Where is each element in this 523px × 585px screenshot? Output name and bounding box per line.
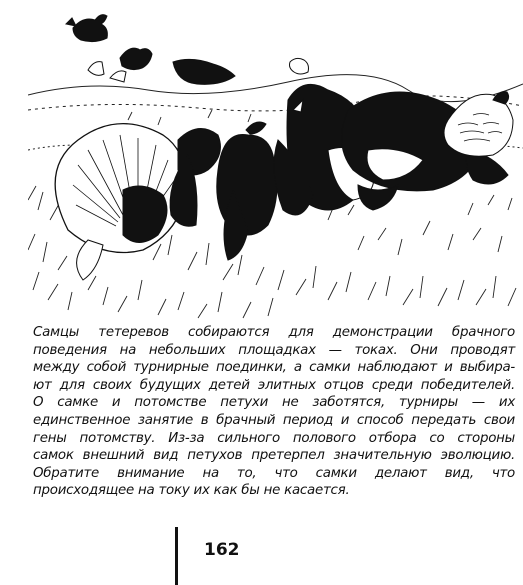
caption-line: ют для своих будущих детей элитных отцов среди победителей.	[33, 377, 515, 393]
caption-line: Обратите внимание на то, что самки делают вид, что	[33, 465, 515, 481]
figure-caption	[33, 324, 515, 500]
caption-line: поведения на небольших площадках — токах. Они проводят	[33, 342, 515, 358]
caption-line: самок внешний вид петухов претерпел значительную эволюцию.	[33, 448, 515, 464]
caption-line: гены потомству. Из-за сильного полового отбора со стороны	[33, 430, 515, 446]
displaying-male-fanned-tail	[55, 124, 220, 280]
caption-line: Самцы тетеревов собираются для демонстрации брачного	[33, 325, 515, 340]
male-dark-standing	[217, 122, 277, 260]
black-grouse-lek-illustration	[28, 0, 523, 322]
page-number: 162	[204, 540, 240, 560]
page-rule	[175, 527, 178, 585]
caption-line: между собой турнирные поединки, а самки наблюдают и выбира-	[33, 360, 515, 376]
distant-birds	[66, 15, 309, 85]
caption-line: единственное занятие в брачный период и способ передать свои	[33, 412, 515, 428]
caption-line: О самке и потомстве петухи не заботятся, турниры — их	[33, 395, 515, 411]
caption-line: происходящее на току их как бы не касается.	[33, 483, 350, 499]
